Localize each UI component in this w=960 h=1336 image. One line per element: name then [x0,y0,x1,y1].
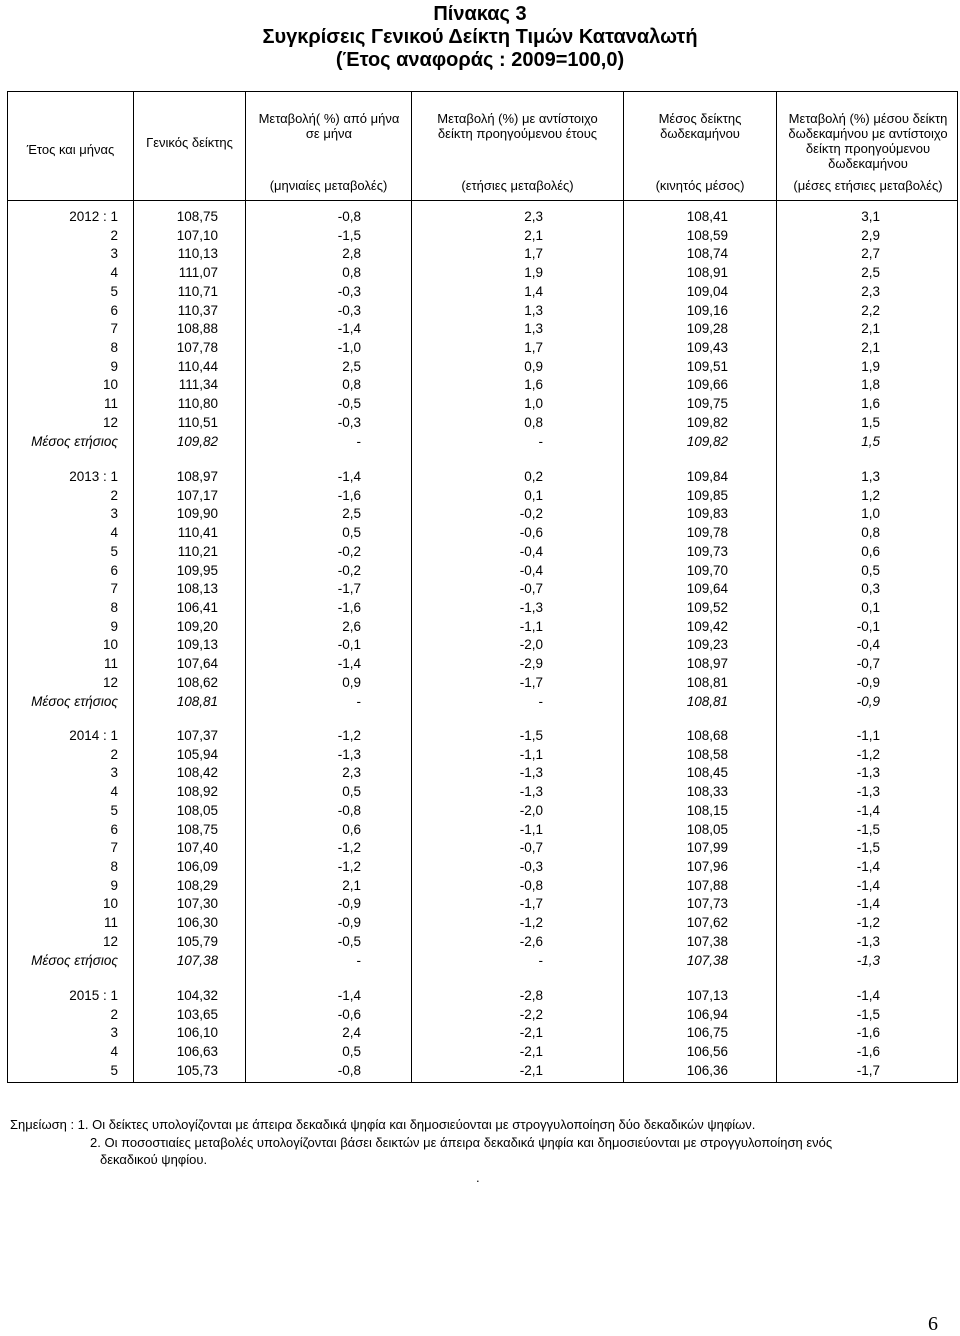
row-label: 2 [110,746,118,762]
twelve-month-avg-value: 109,84 [686,469,728,484]
general-index-value: 106,10 [176,1025,218,1041]
avg-change-value: -0,1 [856,618,880,634]
avg-change-value: 0,3 [861,581,880,597]
row-label: 11 [103,915,118,931]
annual-change-value: 1,7 [524,246,543,262]
monthly-change-value: 0,9 [342,674,361,690]
row-label: 3 [110,246,118,262]
annual-change-value: -0,7 [519,840,543,856]
annual-change-value: -0,4 [519,543,543,559]
avg-change-value: -1,2 [856,746,880,762]
monthly-change-value: 0,5 [342,784,361,800]
row-label: 10 [102,637,118,653]
avg-change-value: 1,8 [861,377,880,393]
twelve-month-avg-value: 109,83 [686,506,728,522]
note-1: Σημείωση : 1. Οι δείκτες υπολογίζονται με άπειρα δεκαδικά ψηφία και δημοσιεύονται με στρογγυλοποίηση δύο δεκαδικών ψηφίων. [10,1117,756,1132]
annual-change-value: -0,6 [519,525,543,541]
annual-change-value: -2,8 [519,988,543,1003]
twelve-month-avg-value: 108,59 [686,227,728,243]
row-label: Μέσος ετήσιος [31,693,118,709]
twelve-month-avg-value: 107,88 [686,877,728,893]
annual-change-value: -1,7 [519,896,543,912]
annual-change-value: -2,6 [519,933,543,949]
annual-change-value: - [538,693,543,709]
twelve-month-avg-value: 106,94 [686,1006,728,1022]
row-label: 7 [110,581,118,597]
note-2-continued: δεκαδικού ψηφίου. [100,1152,208,1167]
annual-change-value: -2,2 [519,1006,543,1022]
annual-change-value: - [538,952,543,968]
twelve-month-avg-value: 109,52 [686,600,728,616]
general-index-value: 111,34 [178,377,218,393]
general-index-value: 110,13 [177,246,218,262]
monthly-change-value: 0,5 [342,525,361,541]
monthly-change-value: -1,6 [337,487,361,503]
row-label: 3 [110,765,118,781]
avg-change-value: 1,5 [861,433,880,449]
header-annual-change-sub: (ετήσιες μεταβολές) [461,178,574,193]
annual-change-value: -1,1 [519,746,543,762]
avg-change-value: 0,1 [861,600,880,616]
general-index-value: 108,42 [176,765,218,781]
monthly-change-value: -0,5 [337,933,361,949]
avg-change-value: -1,3 [856,933,880,949]
general-index-value: 110,71 [177,283,218,299]
general-index-value: 103,65 [176,1006,218,1022]
avg-change-value: -1,4 [856,877,880,893]
monthly-change-value: 2,3 [342,765,361,781]
general-index-value: 107,30 [176,896,218,912]
twelve-month-avg-value: 109,78 [686,525,728,541]
general-index-value: 109,13 [176,637,218,653]
header-twelve-month-avg: Μέσος δείκτης δωδεκαμήνου [658,111,742,141]
annual-change-value: -2,0 [519,802,543,818]
table-title: Συγκρίσεις Γενικού Δείκτη Τιμών Καταναλωτή [262,26,698,48]
monthly-change-value: -1,6 [337,600,361,616]
monthly-change-value: -0,2 [337,543,361,559]
general-index-value: 108,92 [176,784,218,800]
avg-change-value: -1,2 [856,915,880,931]
twelve-month-avg-value: 107,62 [686,915,728,931]
avg-change-value: 3,1 [861,209,880,224]
row-label: 2 [110,227,118,243]
annual-change-value: -1,3 [519,600,543,616]
row-label: 11 [103,656,118,672]
annual-change-value: 2,3 [524,209,543,224]
avg-change-value: 2,5 [861,265,880,281]
annual-change-value: -2,1 [519,1025,543,1041]
avg-change-value: 1,2 [861,487,880,503]
annual-change-value: 0,9 [524,358,543,374]
twelve-month-avg-value: 109,70 [686,562,728,578]
twelve-month-avg-value: 108,81 [686,693,728,709]
twelve-month-avg-value: 107,13 [686,988,728,1003]
row-label: 12 [102,414,118,430]
table-number: Πίνακας 3 [433,3,527,25]
row-label: 12 [102,933,118,949]
avg-change-value: -1,3 [856,765,880,781]
annual-change-value: -0,4 [519,562,543,578]
twelve-month-avg-value: 109,23 [686,637,728,653]
twelve-month-avg-value: 109,51 [686,358,728,374]
avg-change-value: -1,1 [856,728,880,743]
monthly-change-value: -1,3 [337,746,361,762]
general-index-value: 106,09 [176,859,218,875]
general-index-value: 107,38 [176,952,218,968]
general-index-value: 111,07 [178,265,218,281]
monthly-change-value: 2,5 [342,506,361,522]
header-twelve-month-avg-sub: (κινητός μέσος) [655,178,745,193]
general-index-value: 105,79 [176,933,218,949]
twelve-month-avg-value: 108,41 [686,209,728,224]
twelve-month-avg-value: 109,66 [686,377,728,393]
table-subtitle: (Έτος αναφοράς : 2009=100,0) [335,49,625,71]
general-index-value: 107,17 [176,487,218,503]
avg-change-value: -1,4 [856,802,880,818]
annual-change-value: 1,9 [524,265,543,281]
monthly-change-value: 2,1 [342,877,361,893]
general-index-value: 110,41 [177,525,218,541]
avg-change-value: 1,0 [861,506,880,522]
avg-change-value: -1,6 [856,1044,880,1060]
general-index-value: 106,30 [176,915,218,931]
annual-change-value: 1,6 [524,377,543,393]
twelve-month-avg-value: 106,56 [686,1044,728,1060]
monthly-change-value: 2,8 [342,246,361,262]
monthly-change-value: - [356,693,361,709]
general-index-value: 108,88 [176,321,218,337]
general-index-value: 108,75 [176,209,218,224]
general-index-value: 109,90 [176,506,218,522]
twelve-month-avg-value: 109,42 [686,618,728,634]
general-index-value: 108,97 [176,469,218,484]
twelve-month-avg-value: 108,74 [686,246,728,262]
general-index-value: 108,81 [176,693,218,709]
general-index-value: 108,75 [176,821,218,837]
row-label: 4 [110,1044,118,1060]
annual-change-value: 1,3 [524,321,543,337]
annual-change-value: -1,7 [519,674,543,690]
monthly-change-value: -0,3 [337,302,361,318]
general-index-value: 108,05 [176,802,218,818]
twelve-month-avg-value: 109,75 [686,396,728,412]
twelve-month-avg-value: 108,97 [686,656,728,672]
row-label: 7 [110,321,118,337]
twelve-month-avg-value: 109,04 [686,283,728,299]
general-index-value: 110,21 [177,543,218,559]
monthly-change-value: -0,8 [337,209,361,224]
general-index-value: 107,40 [176,840,218,856]
annual-change-value: 1,3 [524,302,543,318]
twelve-month-avg-value: 108,05 [686,821,728,837]
general-index-value: 105,94 [176,746,218,762]
twelve-month-avg-value: 108,33 [686,784,728,800]
monthly-change-value: - [356,433,361,449]
header-monthly-change: Μεταβολή( %) από μήνα σε μήνα [258,111,400,141]
row-label: 10 [102,377,118,393]
twelve-month-avg-value: 109,28 [686,321,728,337]
annual-change-value: -0,8 [519,877,543,893]
twelve-month-avg-value: 109,64 [686,581,728,597]
twelve-month-avg-value: 108,91 [686,265,728,281]
general-index-value: 109,82 [176,433,218,449]
twelve-month-avg-value: 107,99 [686,840,728,856]
avg-change-value: -1,4 [856,988,880,1003]
monthly-change-value: -0,9 [337,915,361,931]
monthly-change-value: 0,5 [342,1044,361,1060]
header-divider [8,200,957,201]
monthly-change-value: -1,4 [337,469,361,484]
row-label: 4 [110,265,118,281]
row-label: 12 [102,674,118,690]
monthly-change-value: 0,6 [342,821,361,837]
monthly-change-value: 0,8 [342,265,361,281]
avg-change-value: -1,4 [856,896,880,912]
monthly-change-value: -0,2 [337,562,361,578]
note-dot: . [476,1170,480,1185]
monthly-change-value: -1,5 [337,227,361,243]
annual-change-value: 0,1 [524,487,543,503]
row-label: 2 [110,1006,118,1022]
monthly-change-value: -0,9 [337,896,361,912]
row-label: 3 [110,506,118,522]
annual-change-value: 0,2 [524,469,543,484]
annual-change-value: 1,4 [524,283,543,299]
twelve-month-avg-value: 109,43 [686,340,728,356]
monthly-change-value: -0,6 [337,1006,361,1022]
annual-change-value: -2,9 [519,656,543,672]
row-label: 11 [103,396,118,412]
monthly-change-value: 2,6 [342,618,361,634]
monthly-change-value: -1,4 [337,656,361,672]
note-2: 2. Οι ποσοστιαίες μεταβολές υπολογίζονται βάσει δεικτών με άπειρα δεκαδικά ψηφία και δημοσιεύονται με στρογγυλοποίηση ενός [90,1135,833,1150]
avg-change-value: -0,4 [856,637,880,653]
row-label: 6 [110,562,118,578]
avg-change-value: 0,6 [861,543,880,559]
general-index-value: 110,37 [177,302,218,318]
general-index-value: 108,62 [176,674,218,690]
avg-change-value: -1,3 [856,784,880,800]
row-label: 2014 : 1 [69,728,118,743]
twelve-month-avg-value: 108,15 [686,802,728,818]
row-label: 9 [110,877,118,893]
twelve-month-avg-value: 106,36 [686,1062,728,1078]
annual-change-value: -1,2 [519,915,543,931]
monthly-change-value: -1,2 [337,859,361,875]
monthly-change-value: -1,4 [337,988,361,1003]
avg-change-value: -1,5 [856,1006,880,1022]
monthly-change-value: -0,5 [337,396,361,412]
row-label: 9 [110,618,118,634]
annual-change-value: 2,1 [524,227,543,243]
row-label: 3 [110,1025,118,1041]
general-index-value: 108,29 [176,877,218,893]
header-avg-change: Μεταβολή (%) μέσου δείκτη δωδεκαμήνου με αντίστοιχο δείκτη προηγούμενου δωδεκαμήνου [788,111,948,171]
avg-change-value: -0,9 [856,674,880,690]
monthly-change-value: -1,7 [337,581,361,597]
avg-change-value: 1,9 [861,358,880,374]
row-label: 8 [110,859,118,875]
avg-change-value: -1,5 [856,840,880,856]
row-label: 6 [110,821,118,837]
row-label: 2012 : 1 [69,209,118,224]
avg-change-value: 1,5 [861,414,880,430]
avg-change-value: -1,7 [856,1062,880,1078]
general-index-value: 107,64 [176,656,218,672]
twelve-month-avg-value: 106,75 [686,1025,728,1041]
avg-change-value: -0,9 [856,693,880,709]
twelve-month-avg-value: 109,85 [686,487,728,503]
twelve-month-avg-value: 108,58 [686,746,728,762]
twelve-month-avg-value: 109,16 [686,302,728,318]
page-number: 6 [928,1313,938,1335]
avg-change-value: 2,3 [861,283,880,299]
twelve-month-avg-value: 108,45 [686,765,728,781]
row-label: 2013 : 1 [69,469,118,484]
annual-change-value: -1,3 [519,784,543,800]
monthly-change-value: 2,5 [342,358,361,374]
avg-change-value: 1,3 [861,469,880,484]
monthly-change-value: -0,1 [337,637,361,653]
general-index-value: 107,10 [176,227,218,243]
annual-change-value: - [538,433,543,449]
annual-change-value: -0,3 [519,859,543,875]
annual-change-value: -1,5 [519,728,543,743]
general-index-value: 106,63 [176,1044,218,1060]
row-label: 8 [110,600,118,616]
header-general-index: Γενικός δείκτης [146,135,233,150]
header-year-month: Έτος και μήνας [26,142,115,157]
general-index-value: 110,51 [177,414,218,430]
twelve-month-avg-value: 109,73 [686,543,728,559]
cpi-table [7,91,958,1083]
row-label: 5 [110,543,118,559]
row-label: 5 [110,802,118,818]
twelve-month-avg-value: 107,96 [686,859,728,875]
general-index-value: 110,80 [177,396,218,412]
twelve-month-avg-value: 107,38 [686,952,728,968]
avg-change-value: -1,5 [856,821,880,837]
avg-change-value: -0,7 [856,656,880,672]
monthly-change-value: -0,3 [337,283,361,299]
row-label: 4 [110,784,118,800]
general-index-value: 107,37 [176,728,218,743]
monthly-change-value: -1,2 [337,728,361,743]
avg-change-value: 2,7 [861,246,880,262]
avg-change-value: -1,6 [856,1025,880,1041]
row-label: 4 [110,525,118,541]
annual-change-value: 0,8 [524,414,543,430]
avg-change-value: 2,9 [861,227,880,243]
row-label: 2 [110,487,118,503]
annual-change-value: -0,7 [519,581,543,597]
avg-change-value: 1,6 [861,396,880,412]
avg-change-value: -1,4 [856,859,880,875]
row-label: 5 [110,283,118,299]
annual-change-value: 1,0 [524,396,543,412]
header-avg-change-sub: (μέσες ετήσιες μεταβολές) [793,178,943,193]
monthly-change-value: -1,4 [337,321,361,337]
annual-change-value: -2,1 [519,1062,543,1078]
avg-change-value: -1,3 [856,952,880,968]
avg-change-value: 2,1 [861,340,880,356]
twelve-month-avg-value: 107,38 [686,933,728,949]
annual-change-value: -2,0 [519,637,543,653]
general-index-value: 105,73 [176,1062,218,1078]
monthly-change-value: -1,0 [337,340,361,356]
monthly-change-value: -0,3 [337,414,361,430]
monthly-change-value: -1,2 [337,840,361,856]
header-annual-change: Μεταβολή (%) με αντίστοιχο δείκτη προηγούμενου έτους [437,111,598,141]
row-label: 7 [110,840,118,856]
row-label: 2015 : 1 [69,988,118,1003]
annual-change-value: -1,1 [519,821,543,837]
row-label: 5 [110,1062,118,1078]
avg-change-value: 0,5 [861,562,880,578]
general-index-value: 108,13 [176,581,218,597]
annual-change-value: -1,3 [519,765,543,781]
monthly-change-value: -0,8 [337,802,361,818]
row-label: 8 [110,340,118,356]
twelve-month-avg-value: 108,68 [686,728,728,743]
avg-change-value: 2,1 [861,321,880,337]
row-label: 6 [110,302,118,318]
monthly-change-value: -0,8 [337,1062,361,1078]
twelve-month-avg-value: 109,82 [686,433,728,449]
general-index-value: 109,95 [176,562,218,578]
row-label: Μέσος ετήσιος [31,952,118,968]
avg-change-value: 0,8 [861,525,880,541]
annual-change-value: 1,7 [524,340,543,356]
monthly-change-value: 2,4 [342,1025,361,1041]
general-index-value: 110,44 [177,358,218,374]
annual-change-value: -1,1 [519,618,543,634]
twelve-month-avg-value: 108,81 [686,674,728,690]
twelve-month-avg-value: 107,73 [686,896,728,912]
header-monthly-change-sub: (μηνιαίες μεταβολές) [269,178,388,193]
monthly-change-value: - [356,952,361,968]
annual-change-value: -2,1 [519,1044,543,1060]
annual-change-value: -0,2 [519,506,543,522]
general-index-value: 106,41 [176,600,218,616]
general-index-value: 107,78 [176,340,218,356]
twelve-month-avg-value: 109,82 [686,414,728,430]
monthly-change-value: 0,8 [342,377,361,393]
row-label: 10 [102,896,118,912]
general-index-value: 104,32 [176,988,218,1003]
general-index-value: 109,20 [176,618,218,634]
avg-change-value: 2,2 [861,302,880,318]
row-label: 9 [110,358,118,374]
row-label: Μέσος ετήσιος [31,433,118,449]
